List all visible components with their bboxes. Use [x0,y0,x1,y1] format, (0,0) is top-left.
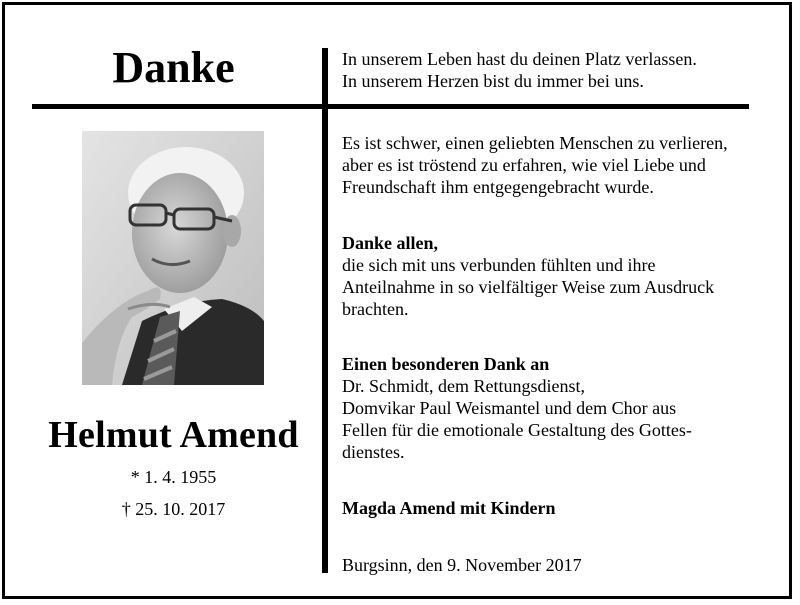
special-thanks-heading: Einen besonderen Dank an [342,354,550,374]
intro-line: Freundschaft ihm entgegengebracht wurde. [342,177,654,197]
vertical-divider [322,48,328,573]
thanks-all-line: die sich mit uns verbunden fühlten und ihre [342,255,656,275]
verse-line: In unserem Leben hast du deinen Platz verlassen. [342,49,697,69]
birth-date: * 1. 4. 1955 [130,467,217,487]
thanks-all-heading: Danke allen, [342,233,439,253]
horizontal-divider [32,104,749,109]
verse-line: In unserem Herzen bist du immer bei uns. [342,71,644,91]
verse-block [342,48,762,92]
notice-title: Danke [112,43,235,92]
death-date: † 25. 10. 2017 [121,499,226,519]
portrait-photo [82,131,264,385]
thanks-all-line: Anteilnahme in so vielfältiger Weise zum Ausdruck [342,277,715,297]
special-thanks-line: Domvikar Paul Weismantel und dem Chor aus [342,398,677,418]
thanks-all-line: brachten. [342,299,409,319]
special-thanks-block [342,353,762,463]
intro-block [342,132,762,198]
special-thanks-line: Dr. Schmidt, dem Rettungsdienst, [342,376,585,396]
intro-line: Es ist schwer, einen geliebten Menschen zu verlieren, [342,133,728,153]
place-date: Burgsinn, den 9. November 2017 [342,555,582,575]
thanks-all-block [342,232,762,320]
deceased-name: Helmut Amend [48,414,299,456]
intro-line: aber es ist tröstend zu erfahren, wie viel Liebe und [342,155,706,175]
life-dates [32,466,315,530]
signature: Magda Amend mit Kindern [342,498,556,518]
special-thanks-line: dienstes. [342,442,405,462]
special-thanks-line: Fellen für die emotionale Gestaltung des Gottes- [342,420,692,440]
